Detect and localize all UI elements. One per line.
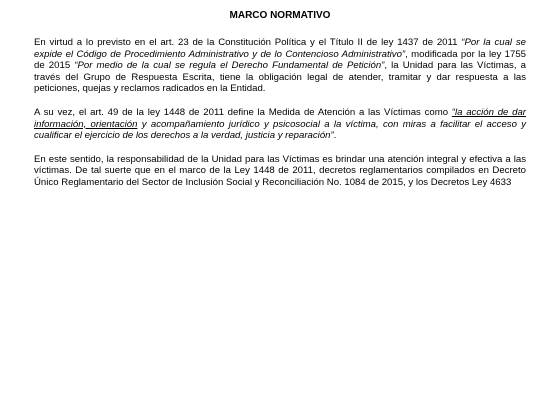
paragraph-responsibility: En este sentido, la responsabilidad de la Unidad para las Víctimas es brindar una atención integral y efectiva a las víctimas. De tal suerte que en el marco de la Ley 1448 de 2011, decretos reglamentarios compilados en Decreto Único Reglamentario del Sector de Inclusión Social y Reconciliación No. 1084 de 2015, y los Decretos Ley 4633	[34, 153, 526, 188]
document-heading: MARCO NORMATIVO	[229, 10, 331, 21]
paragraph-text: , modificada por la ley 1755 de 2015	[34, 48, 526, 72]
paragraph-text: .	[333, 130, 337, 142]
law-title-1755: “Por medio de la cual se regula el Derecho Fundamental de Petición”	[74, 60, 385, 72]
paragraph-legal-basis	[34, 37, 526, 95]
law-title-1437: “Por la cual se expide el Código de Procedimiento Administrativo y de lo Contencioso Administrativo”	[34, 37, 526, 60]
paragraph-text: En virtud a lo previsto en el art. 23 de la Constitución Política y el Título II de ley 1437 de 2011	[34, 37, 462, 48]
paragraph-responsibility-clip	[34, 154, 526, 189]
quote-continuation: y acompañamiento jurídico y psicosocial a la víctima, con miras a facilitar el acceso y cualificar el ejercicio de los derechos a la verdad, justicia y reparación”	[34, 118, 526, 142]
underlined-quote: “la acción de dar información, orientación	[34, 106, 526, 130]
paragraph-victim-attention	[34, 107, 526, 142]
paragraph-text: , la Unidad para las Víctimas, a través del Grupo de Respuesta Escrita, tiene la obligación legal de atender, tramitar y dar respuesta a las peticiones, quejas y reclamos radicados en la Entidad.	[34, 60, 526, 95]
paragraph-text: A su vez, el art. 49 de la ley 1448 de 2011 define la Medida de Atención a las Víctimas como	[34, 106, 452, 118]
